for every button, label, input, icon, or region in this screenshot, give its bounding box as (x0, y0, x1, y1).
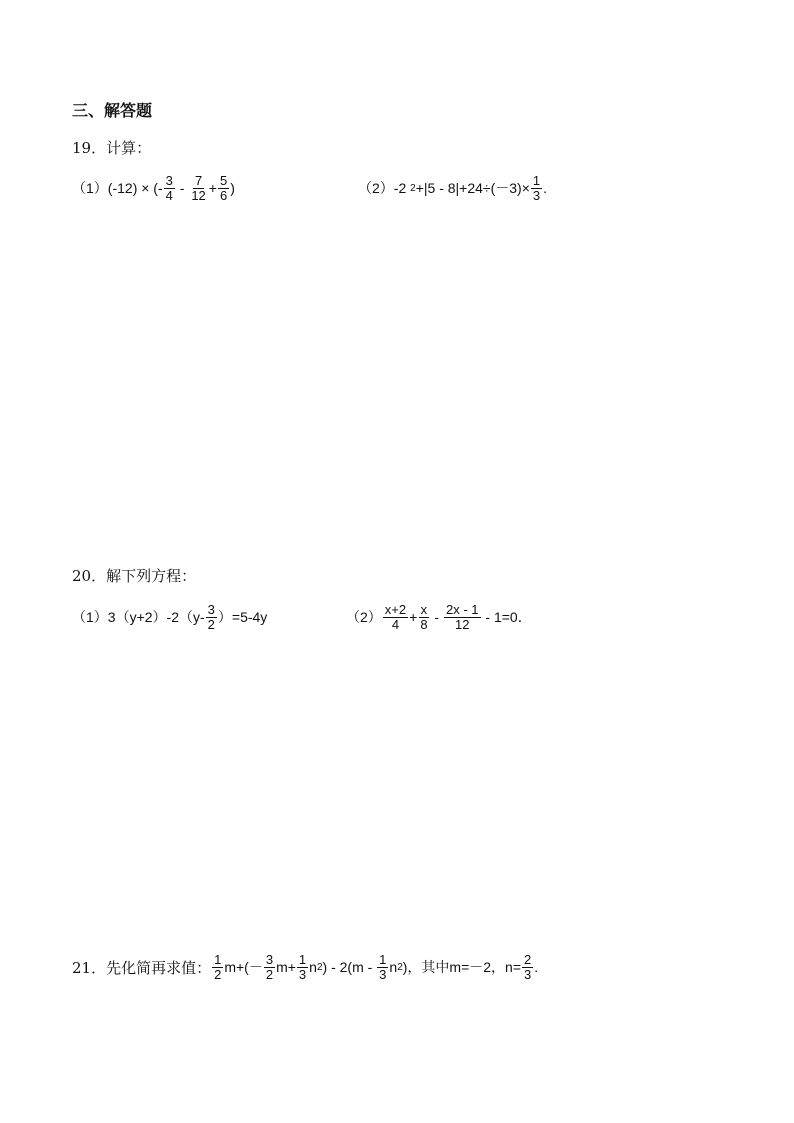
expression-text: ) - 2(m - (322, 959, 377, 976)
expression-text: - 1=0． (481, 609, 532, 626)
part-label: （1） (72, 180, 108, 197)
question-prompt: 先化简再求值： (106, 958, 212, 977)
expression-text: ) (230, 180, 235, 197)
fraction: $\frac{3}{2}$ (265, 952, 274, 982)
question-20-part-2 (346, 603, 532, 631)
question-20-part-1 (72, 603, 267, 631)
expression-text: (-12) × (- (107, 180, 163, 197)
expression-text: n (309, 959, 317, 976)
question-number: 21． (72, 958, 107, 977)
expression-text: n (389, 959, 398, 976)
expression-text: +|5 - 8|+24÷(－3)× (415, 180, 530, 197)
part-label: （1） (72, 609, 108, 626)
question-19-part-2 (358, 174, 547, 202)
exponent: 2 (316, 961, 323, 973)
expression-text: + (208, 180, 217, 197)
expression-text: ）=5-4y (217, 609, 268, 626)
question-number: 20． (72, 567, 107, 585)
question-prompt: 计算： (106, 139, 152, 157)
fraction: $\frac{2x - 1}{12}$ (446, 602, 479, 632)
fraction: $\frac{7}{12}$ (191, 173, 206, 203)
question-19-part-1 (72, 174, 235, 202)
question-20-heading (72, 565, 196, 586)
fraction: $\frac{1}{2}$ (214, 952, 222, 982)
fraction: $\frac{1}{3}$ (379, 952, 387, 982)
expression-text: 3（y+2）-2（y- (107, 609, 205, 626)
expression-text: + (409, 609, 418, 626)
expression-text: )，其中m=－2，n= (402, 959, 522, 976)
fraction: $\frac{3}{4}$ (165, 173, 173, 203)
fraction: $\frac{1}{3}$ (298, 952, 307, 982)
fraction: $\frac{5}{6}$ (219, 173, 228, 203)
expression-text: -2 (393, 180, 411, 197)
fraction: $\frac{3}{2}$ (207, 602, 215, 632)
part-label: （2） (358, 180, 394, 197)
expression-text: . (543, 180, 548, 197)
question-number: 19． (72, 139, 107, 157)
expression-text: . (534, 959, 539, 976)
section-title: 三、解答题 (72, 101, 153, 120)
expression-text: m+(－ (224, 959, 263, 976)
part-label: （2） (346, 609, 382, 626)
fraction: $\frac{x}{8}$ (420, 602, 428, 632)
expression-text: m+ (276, 959, 296, 976)
question-19-heading (72, 137, 151, 158)
expression-text: - (430, 609, 443, 626)
fraction: $\frac{2}{3}$ (524, 952, 532, 982)
fraction: $\frac{x+2}{4}$ (384, 602, 407, 632)
exponent: 2 (397, 961, 403, 973)
question-21 (72, 953, 538, 981)
expression-text: - (175, 180, 189, 197)
exponent: 2 (410, 182, 416, 194)
question-prompt: 解下列方程： (106, 567, 197, 585)
fraction: $\frac{1}{3}$ (532, 173, 541, 203)
